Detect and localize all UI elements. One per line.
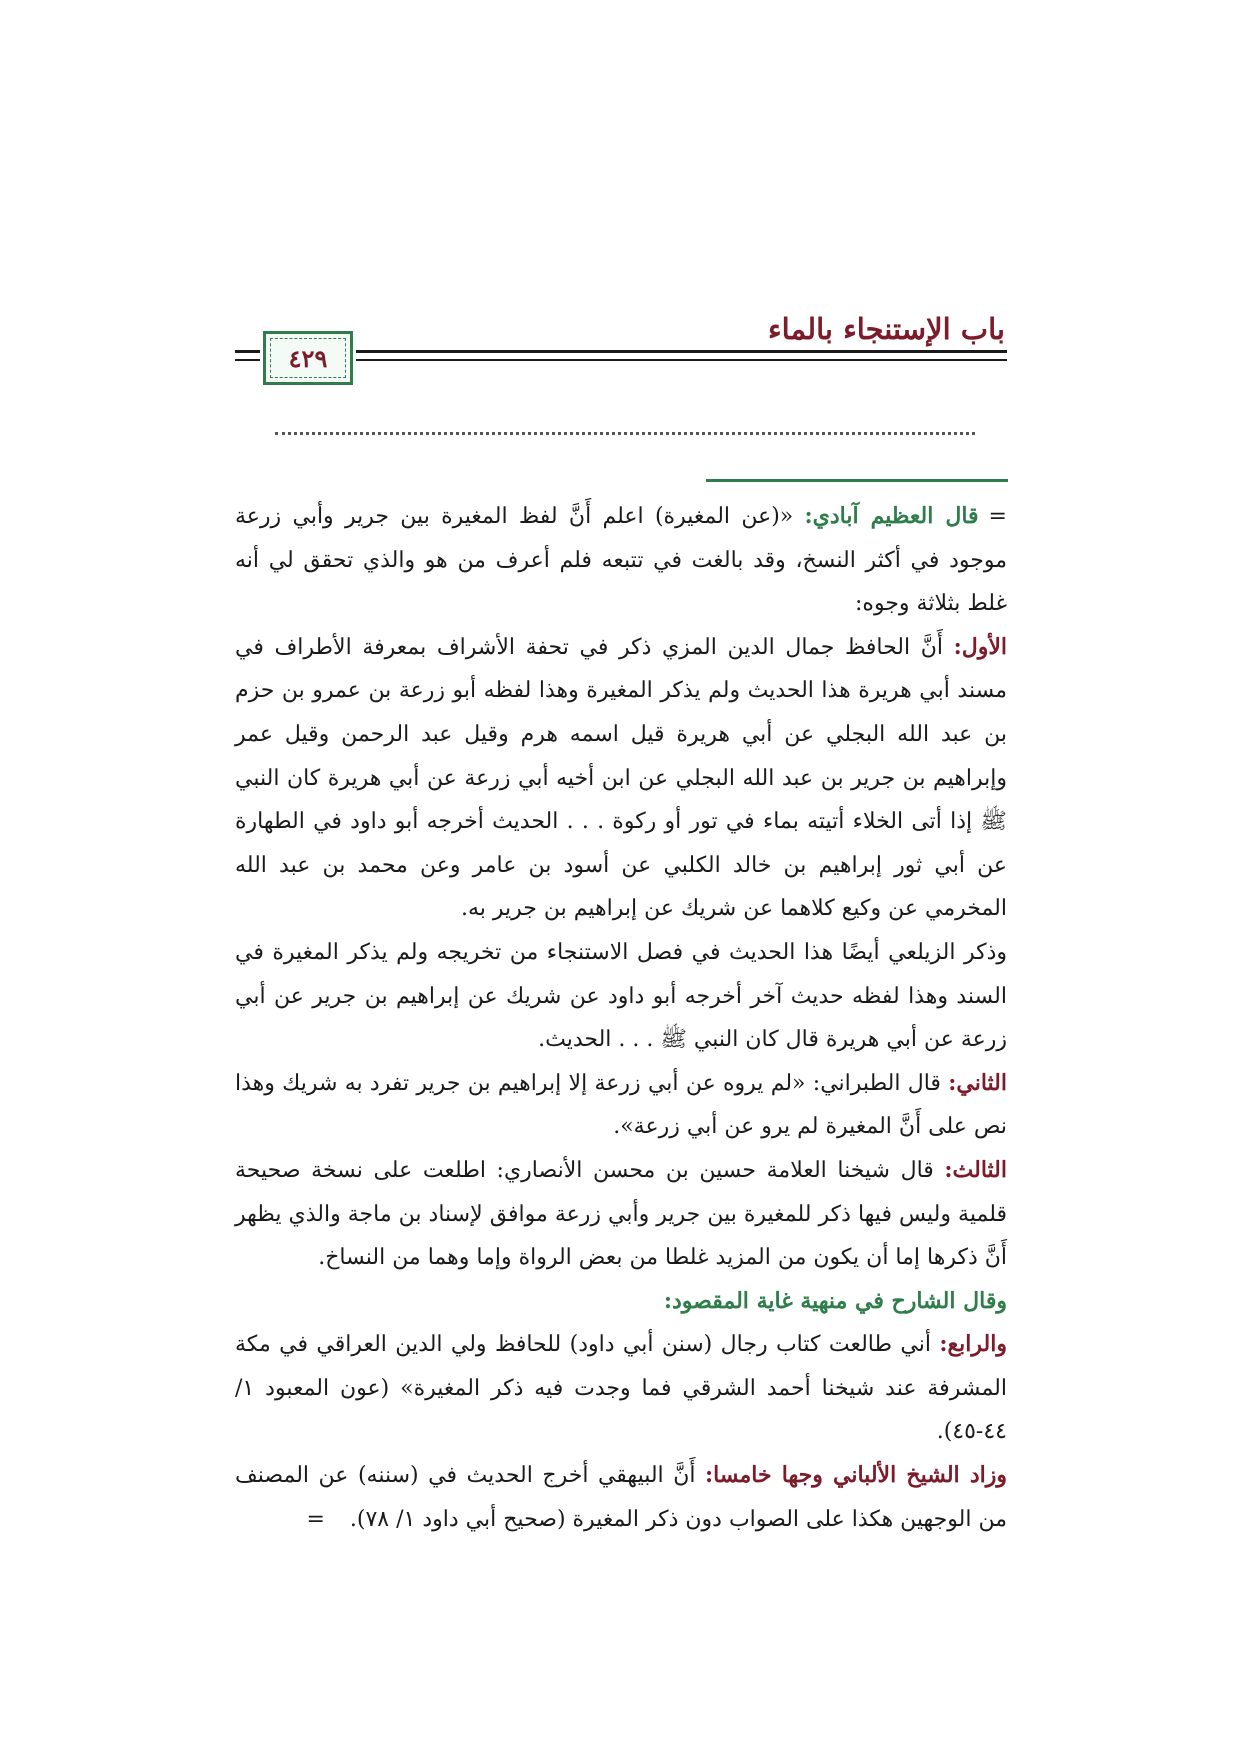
paragraph-text: قال الطبراني: «لم يروه عن أبي زرعة إلا إبراهيم بن جرير تفرد به شريك وهذا نص على أَنَّ المغيرة لم يرو عن أبي زرعة».: [235, 1070, 1007, 1140]
page-number-badge: [263, 331, 353, 385]
header-rule-left-top: [235, 350, 260, 353]
paragraph-text: «(عن المغيرة) اعلم أَنَّ لفظ المغيرة بين جرير وأبي زرعة موجود في أكثر النسخ، وقد بالغت في تتبعه فلم أعرف من هو والذي تحقق لي أنه غلط بثلاثة وجوه:: [235, 504, 1007, 617]
footnote-paragraph: [235, 1149, 1007, 1280]
footnote-body: [235, 495, 1007, 1541]
footnote-paragraph: [235, 626, 1007, 931]
paragraph-lead: وزاد الشيخ الألباني وجها خامسا:: [705, 1462, 1008, 1489]
footnote-paragraph: [235, 1454, 1007, 1541]
paragraph-lead: والرابع:: [939, 1331, 1007, 1358]
chapter-title: باب الإستنجاء بالماء: [768, 312, 1005, 346]
header-rule-right-bottom: [356, 359, 1007, 361]
paragraph-lead: الثاني:: [948, 1069, 1007, 1096]
footnote-paragraph: [235, 931, 1007, 1062]
paragraph-text: أني طالعت كتاب رجال (سنن أبي داود) للحافظ ولي الدين العراقي في مكة المشرفة عند شيخنا أحمد الشرقي فما وجدت فيه ذكر المغيرة» (عون المعبود ١/ ٤٤-٤٥).: [235, 1332, 1007, 1445]
header-rule-right-top: [356, 350, 1007, 353]
header-rule-left-bottom: [235, 359, 260, 361]
footnote-rule: [706, 479, 1008, 482]
paragraph-lead: قال العظيم آبادي:: [804, 503, 979, 529]
paragraph-lead: الثالث:: [944, 1156, 1007, 1183]
paragraph-text: وذكر الزيلعي أيضًا هذا الحديث في فصل الاستنجاء من تخريجه ولم يذكر المغيرة في السند وهذا لفظه حديث آخر أخرجه أبو داود عن شريك عن إبراهيم بن جرير عن أبي زرعة عن أبي هريرة قال كان النبي ﷺ . . . الحديث.: [235, 939, 1007, 1053]
footnote-paragraph: [235, 1062, 1007, 1149]
continuation-marker: =: [306, 1506, 325, 1532]
subheading-text: وقال الشارح في منهية غاية المقصود:: [663, 1287, 1007, 1314]
dotted-separator: [275, 421, 975, 435]
paragraph-lead: الأول:: [953, 633, 1007, 660]
paragraph-text: أَنَّ الحافظ جمال الدين المزي ذكر في تحفة الأشراف بمعرفة الأطراف في مسند أبي هريرة هذا الحديث ولم يذكر المغيرة وهذا لفظه أبو زرعة بن عمرو بن حزم بن عبد الله البجلي عن أبي هريرة قيل اسمه هرم وقيل عبد الرحمن وقيل عمر وإبراهيم بن جرير بن عبد الله البجلي عن ابن أخيه أبي زرعة عن أبي هريرة كان النبي ﷺ إذا أتى الخلاء أتيته بماء في تور أو ركوة . . . الحديث أخرجه أبو داود في الطهارة عن أبي ثور إبراهيم بن خالد الكلبي عن أسود بن عامر وعن محمد بن عبد الله المخرمي عن وكيع كلاهما عن شريك عن إبراهيم بن جرير به.: [235, 634, 1007, 922]
page-number: ٤٢٩: [288, 343, 328, 373]
footnote-subheading: [235, 1280, 1007, 1324]
footnote-paragraph: [235, 495, 1007, 626]
footnote-paragraph: [235, 1323, 1007, 1454]
paragraph-text: أَنَّ البيهقي أخرج الحديث في (سننه) عن المصنف من الوجهين هكذا على الصواب دون ذكر المغيرة (صحيح أبي داود ١/ ٧٨).: [235, 1463, 1007, 1532]
paragraph-text: قال شيخنا العلامة حسين بن محسن الأنصاري: اطلعت على نسخة صحيحة قلمية وليس فيها ذكر للمغيرة بين جرير وأبي زرعة موافق لإسناد بن ماجة والذي يظهر أَنَّ ذكرها إما أن يكون من المزيد غلطا من بعض الرواة وإما وهما من النساخ.: [235, 1157, 1007, 1271]
continuation-marker: =: [988, 504, 1007, 529]
